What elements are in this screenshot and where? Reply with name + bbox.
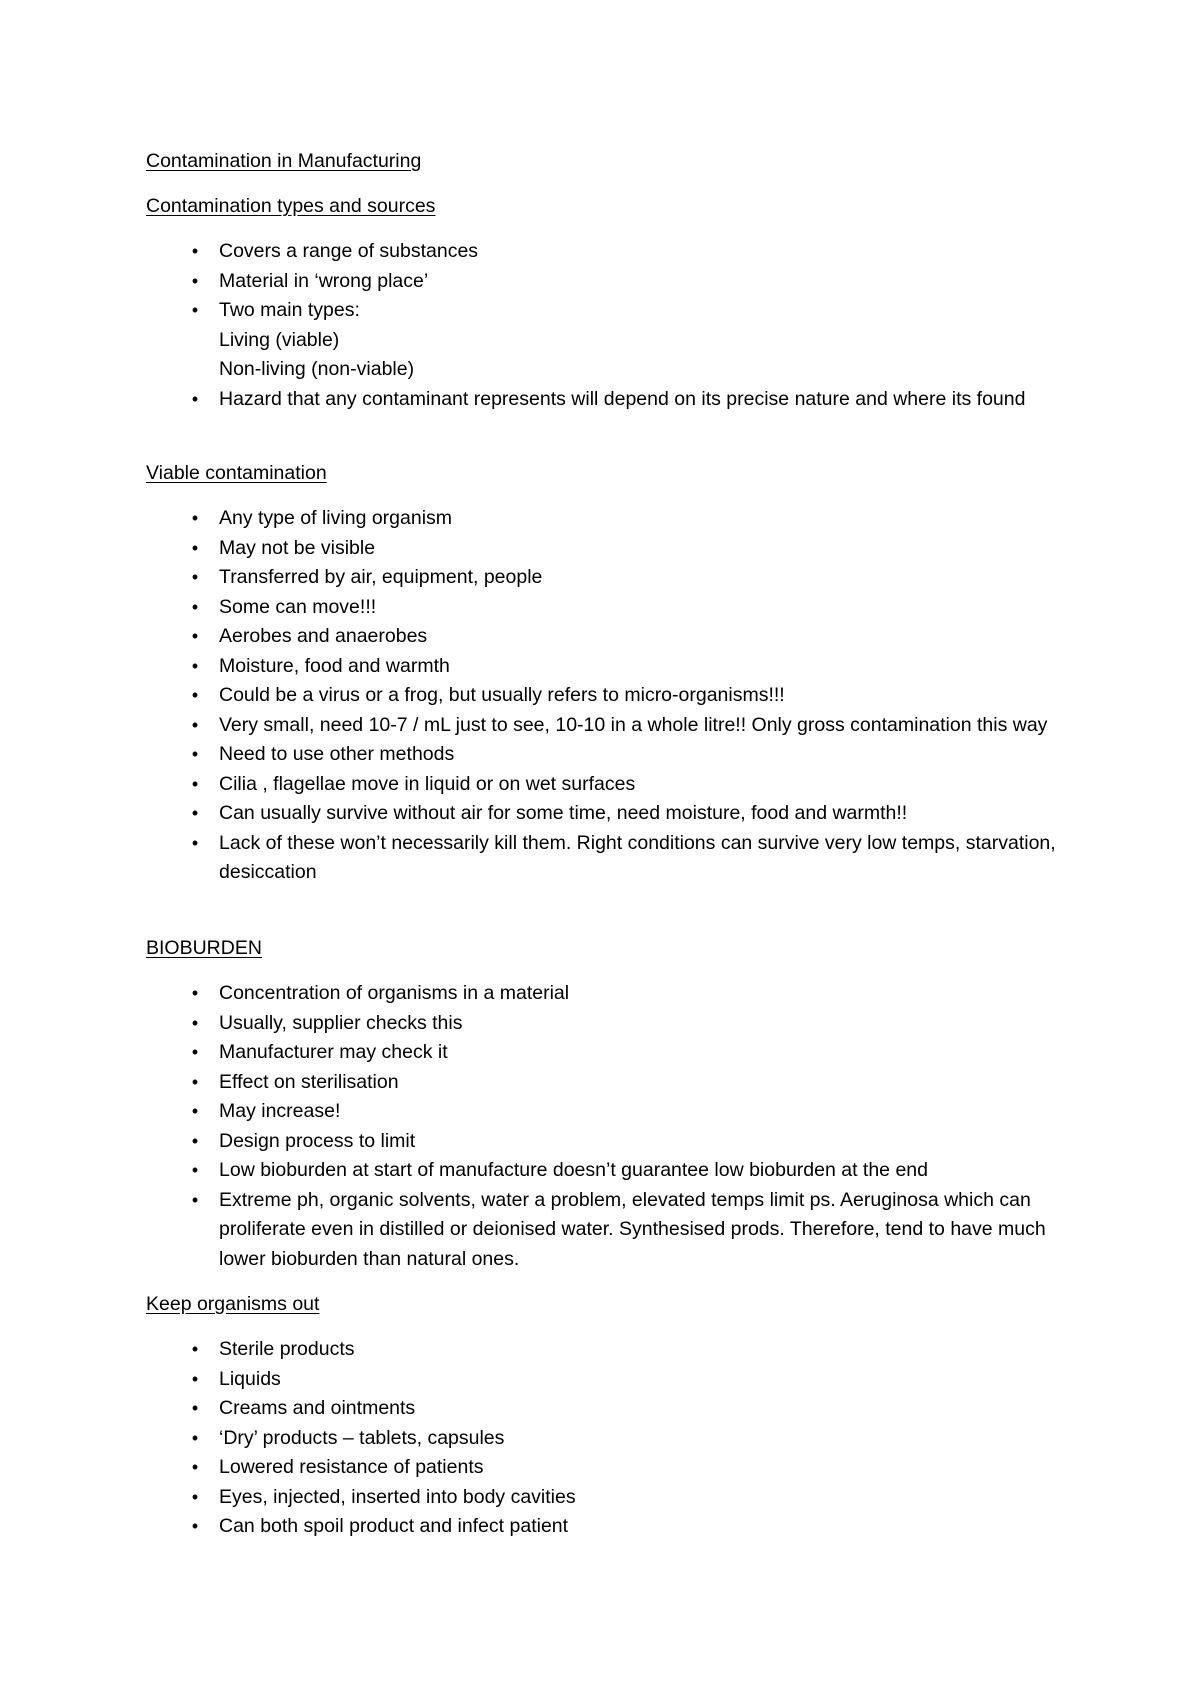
bullet-icon: • (191, 270, 199, 291)
bullet-list-viable-contamination (146, 504, 1076, 888)
bullet-list-contamination-types (146, 237, 1076, 414)
bullet-icon: • (191, 1427, 199, 1448)
list-item: • May not be visible (146, 534, 1076, 564)
list-item: • Need to use other methods (146, 740, 1076, 770)
bullet-icon: • (191, 567, 199, 587)
list-item: • Covers a range of substances (146, 237, 1076, 267)
bullet-icon: • (191, 1516, 199, 1536)
list-item: • Eyes, injected, inserted into body cavities (146, 1483, 1076, 1513)
list-item: • May increase! (146, 1097, 1076, 1127)
bullet-list-keep-organisms-out (146, 1335, 1076, 1542)
list-item: • Liquids (146, 1365, 1076, 1395)
bullet-icon: • (191, 1160, 199, 1180)
list-item: • Usually, supplier checks this (146, 1009, 1076, 1039)
bullet-icon: • (191, 1368, 199, 1389)
section-heading-viable-contamination: Viable contamination (146, 462, 327, 484)
bullet-icon: • (191, 1457, 199, 1477)
list-item: • Transferred by air, equipment, people (146, 563, 1076, 593)
section-heading-keep-organisms-out: Keep organisms out (146, 1293, 320, 1315)
bullet-icon: • (191, 241, 199, 261)
bullet-icon: • (191, 1486, 199, 1507)
list-item: • Hazard that any contaminant represents will depend on its precise nature and where its found (146, 385, 1076, 415)
bullet-icon: • (191, 1189, 199, 1210)
bullet-icon: • (191, 1012, 199, 1033)
bullet-icon: • (191, 508, 199, 528)
list-item: • Concentration of organisms in a material (146, 979, 1076, 1009)
list-item: • Can usually survive without air for some time, need moisture, food and warmth!! (146, 799, 1076, 829)
bullet-icon: • (191, 1130, 199, 1151)
list-item: • Can both spoil product and infect patient (146, 1512, 1076, 1542)
list-item: • Lowered resistance of patients (146, 1453, 1076, 1483)
list-item: • Creams and ointments (146, 1394, 1076, 1424)
list-item: • Manufacturer may check it (146, 1038, 1076, 1068)
list-item: • ‘Dry’ products – tablets, capsules (146, 1424, 1076, 1454)
bullet-icon: • (191, 626, 199, 646)
list-item: • Lack of these won’t necessarily kill them. Right conditions can survive very low temps, starvation, desiccation (146, 829, 1076, 888)
bullet-list-bioburden (146, 979, 1076, 1274)
bullet-icon: • (191, 773, 199, 794)
document-title: Contamination in Manufacturing (146, 150, 422, 172)
list-item: • Sterile products (146, 1335, 1076, 1365)
list-item: • Any type of living organism (146, 504, 1076, 534)
list-item: • Effect on sterilisation (146, 1068, 1076, 1098)
bullet-icon: • (191, 1071, 199, 1092)
section-heading-bioburden: BIOBURDEN (146, 937, 262, 959)
bullet-icon: • (191, 1101, 199, 1121)
bullet-icon: • (191, 1042, 199, 1062)
list-item: • Some can move!!! (146, 593, 1076, 623)
bullet-icon: • (191, 1339, 199, 1359)
list-item: • Low bioburden at start of manufacture doesn’t guarantee low bioburden at the end (146, 1156, 1076, 1186)
bullet-icon: • (191, 832, 199, 853)
list-item: • Very small, need 10-7 / mL just to see, 10-10 in a whole litre!! Only gross contamination this way (146, 711, 1076, 741)
bullet-icon: • (191, 596, 199, 617)
list-item: • Design process to limit (146, 1127, 1076, 1157)
bullet-icon: • (191, 655, 199, 676)
list-item: • Extreme ph, organic solvents, water a problem, elevated temps limit ps. Aeruginosa which can proliferate even in distilled or deionised water. Synthesised prods. Therefore, tend to have much lower bioburden than natural ones. (146, 1186, 1076, 1275)
sub-item: Non-living (non-viable) (219, 358, 415, 380)
bullet-icon: • (191, 744, 199, 764)
bullet-icon: • (191, 388, 199, 409)
list-item: • Material in ‘wrong place’ (146, 267, 1076, 297)
bullet-icon: • (191, 1398, 199, 1418)
list-item: • Cilia , flagellae move in liquid or on wet surfaces (146, 770, 1076, 800)
list-item: • Could be a virus or a frog, but usually refers to micro-organisms!!! (146, 681, 1076, 711)
list-item: • Two main types: Living (viable) Non-living (non-viable) (146, 296, 1076, 385)
section-heading-contamination-types: Contamination types and sources (146, 195, 436, 217)
bullet-icon: • (191, 300, 199, 320)
bullet-icon: • (191, 714, 199, 735)
list-item: • Aerobes and anaerobes (146, 622, 1076, 652)
sub-item: Living (viable) (219, 328, 340, 351)
bullet-icon: • (191, 983, 199, 1003)
bullet-icon: • (191, 685, 199, 705)
bullet-icon: • (191, 537, 199, 558)
list-item: • Moisture, food and warmth (146, 652, 1076, 682)
bullet-icon: • (191, 803, 199, 823)
